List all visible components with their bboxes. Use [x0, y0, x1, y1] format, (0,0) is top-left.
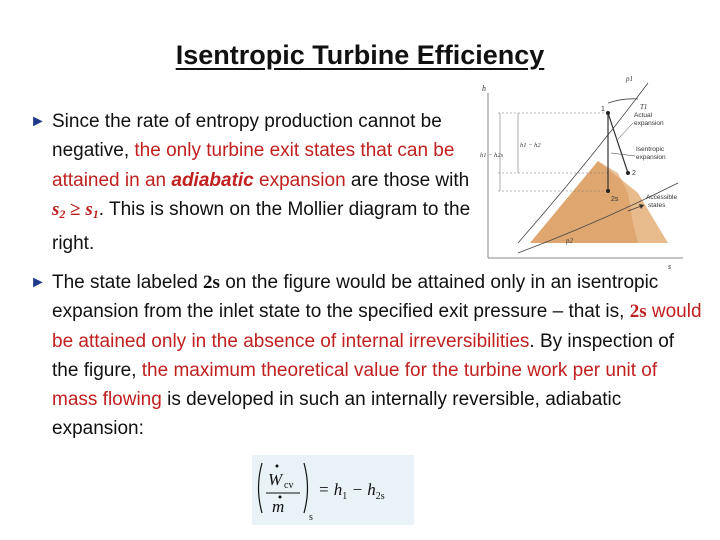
- state-1-point: [606, 111, 610, 115]
- state-2s-label-fig: 2s: [611, 196, 619, 203]
- slide-title: Isentropic Turbine Efficiency: [175, 40, 545, 70]
- state-1-label: 1: [601, 106, 605, 113]
- state-2-label: 2: [632, 170, 636, 177]
- bullet-1-text-c: . This is shown on the Mollier diagram to the right.: [52, 198, 471, 255]
- w-symbol: W: [268, 470, 283, 489]
- bullet-2-text-d: is developed in such an internally reversible, adiabatic expansion:: [52, 389, 622, 440]
- bullet-2-text-a: The state labeled: [52, 272, 204, 293]
- bullet-2-highlight-b: the maximum theoretical value for the turbine work per unit of mass flowing: [52, 359, 658, 411]
- bullet-2-text-b: on the figure would be attained only in an isentropic expansion from the inlet state to the specified exit pressure – that is,: [52, 272, 659, 323]
- h-axis-label: h: [482, 84, 486, 93]
- state-2s-label-red: 2s: [629, 301, 647, 323]
- rhs-h2: − h: [347, 480, 376, 499]
- svg-text:= h1 − h2s: [318, 480, 385, 502]
- rhs-sub1: 1: [342, 491, 348, 502]
- bullet-arrow-icon: ►: [30, 274, 46, 291]
- state-2s-point: [606, 189, 610, 193]
- state-2-point: [626, 171, 630, 175]
- m-symbol: m: [272, 497, 285, 516]
- ge-symbol: ≥: [65, 198, 86, 220]
- isentropic-expansion-label-2: expansion: [636, 154, 666, 161]
- s2-symbol: $s_2$: [52, 198, 66, 221]
- isentropic-expansion-label-1: Isentropic: [636, 146, 665, 153]
- p2-label: p2: [566, 237, 573, 245]
- bullet-1-adiabatic: adiabatic: [171, 169, 254, 191]
- rhs-sub2: 2s: [375, 491, 385, 502]
- dh-actual-label: h1 − h2: [520, 142, 541, 149]
- bullet-1-highlight-a: the only turbine exit states that can be attained in an: [52, 140, 455, 191]
- dh-isentropic-label: h1 − h2s: [480, 152, 504, 159]
- bullet-1-text-b: are those with: [345, 169, 470, 191]
- w-subscript: cv: [284, 480, 294, 491]
- actual-expansion-label-1: Actual: [634, 112, 653, 119]
- p1-label: p1: [626, 75, 633, 83]
- bullet-2-highlight-a: would be attained only in the absence of internal irreversibilities: [52, 301, 702, 352]
- state-2s-label: 2s: [203, 272, 220, 293]
- accessible-states-label-2: states: [648, 202, 666, 209]
- bullet-arrow-icon: ►: [30, 113, 46, 130]
- bullet-1: [30, 107, 482, 258]
- s-subscript: s: [309, 512, 313, 523]
- accessible-states-label-1: Accessible: [646, 194, 678, 201]
- bullet-1-highlight-b: expansion: [253, 169, 346, 191]
- s-axis-label: s: [668, 262, 672, 271]
- mollier-diagram: [478, 73, 690, 273]
- work-equation: [252, 455, 414, 525]
- s1-symbol: $s_1$: [85, 198, 99, 221]
- bullet-1-text-a: Since the rate of entropy production cannot be negative,: [52, 111, 442, 162]
- bullet-2-text-c: . By inspection of the figure,: [52, 330, 675, 381]
- rhs-h1: = h: [318, 480, 343, 499]
- actual-expansion-label-2: expansion: [634, 120, 664, 127]
- t1-label: T1: [640, 103, 648, 111]
- bullet-2: [30, 268, 702, 444]
